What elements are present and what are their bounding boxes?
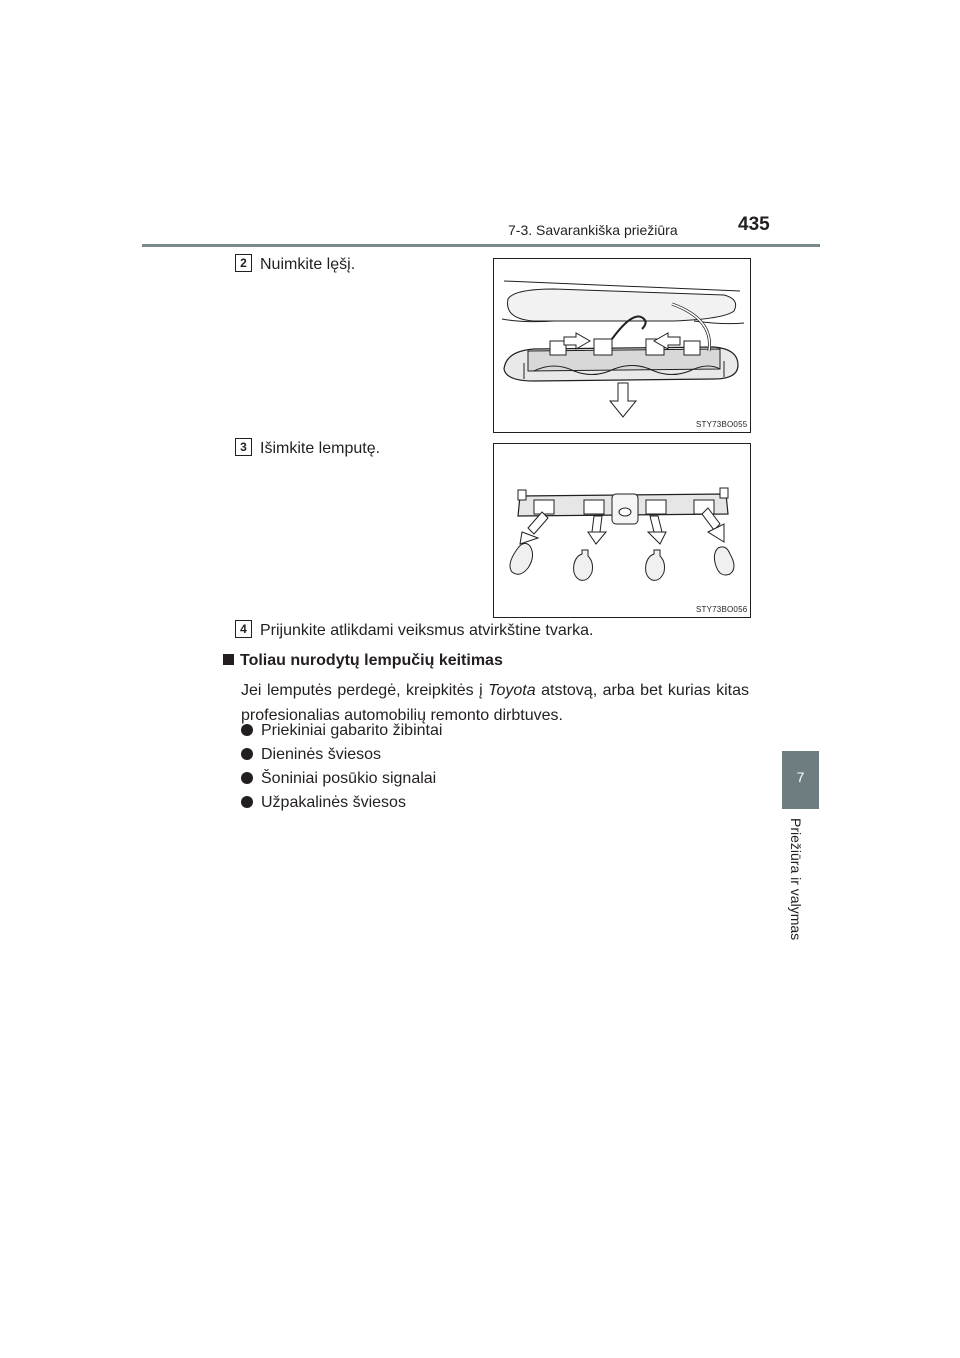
lens-removal-illustration	[494, 259, 750, 432]
list-item-text: Priekiniai gabarito žibintai	[261, 722, 443, 739]
header-divider	[142, 244, 820, 247]
chapter-title: Priežiūra ir valymas	[788, 818, 804, 941]
list-item	[241, 722, 442, 740]
bullet-icon	[241, 796, 253, 808]
chapter-tab[interactable]: 7	[782, 751, 819, 809]
step-text-2: Nuimkite lęšį.	[260, 256, 356, 273]
section-paragraph	[241, 678, 749, 728]
step-number-4: 4	[235, 620, 252, 638]
bulb-removal-illustration	[494, 444, 750, 617]
figure-code-2: STY73BO056	[696, 605, 748, 614]
figure-code-1: STY73BO055	[696, 420, 748, 429]
bullet-icon	[241, 748, 253, 760]
step-text-4: Prijunkite atlikdami veiksmus atvirkštine tvarka.	[260, 622, 594, 639]
square-bullet-icon	[223, 654, 234, 665]
step-number-2: 2	[235, 254, 252, 272]
brand-name: Toyota	[488, 682, 536, 699]
bullet-icon	[241, 724, 253, 736]
step-number-3: 3	[235, 438, 252, 456]
list-item	[241, 746, 381, 764]
figure-bulb-removal	[493, 443, 751, 618]
list-item	[241, 794, 406, 812]
list-item	[241, 770, 436, 788]
figure-lens-removal	[493, 258, 751, 433]
paragraph-part-2: atstovą, arba bet kurias kitas profesionalias automobilių remonto dirbtuves.	[241, 682, 749, 724]
paragraph-part-1: Jei lemputės perdegė, kreipkitės į	[241, 682, 489, 699]
bullet-icon	[241, 772, 253, 784]
section-heading-text: Toliau nurodytų lempučių keitimas	[240, 652, 503, 669]
section-heading	[223, 652, 503, 670]
list-item-text: Šoniniai posūkio signalai	[261, 770, 437, 787]
list-item-text: Užpakalinės šviesos	[261, 794, 406, 811]
page-number: 435	[738, 214, 770, 235]
list-item-text: Dieninės šviesos	[261, 746, 382, 763]
section-title: 7-3. Savarankiška priežiūra	[508, 222, 678, 238]
step-text-3: Išimkite lemputę.	[260, 440, 381, 457]
chapter-label	[786, 818, 806, 958]
